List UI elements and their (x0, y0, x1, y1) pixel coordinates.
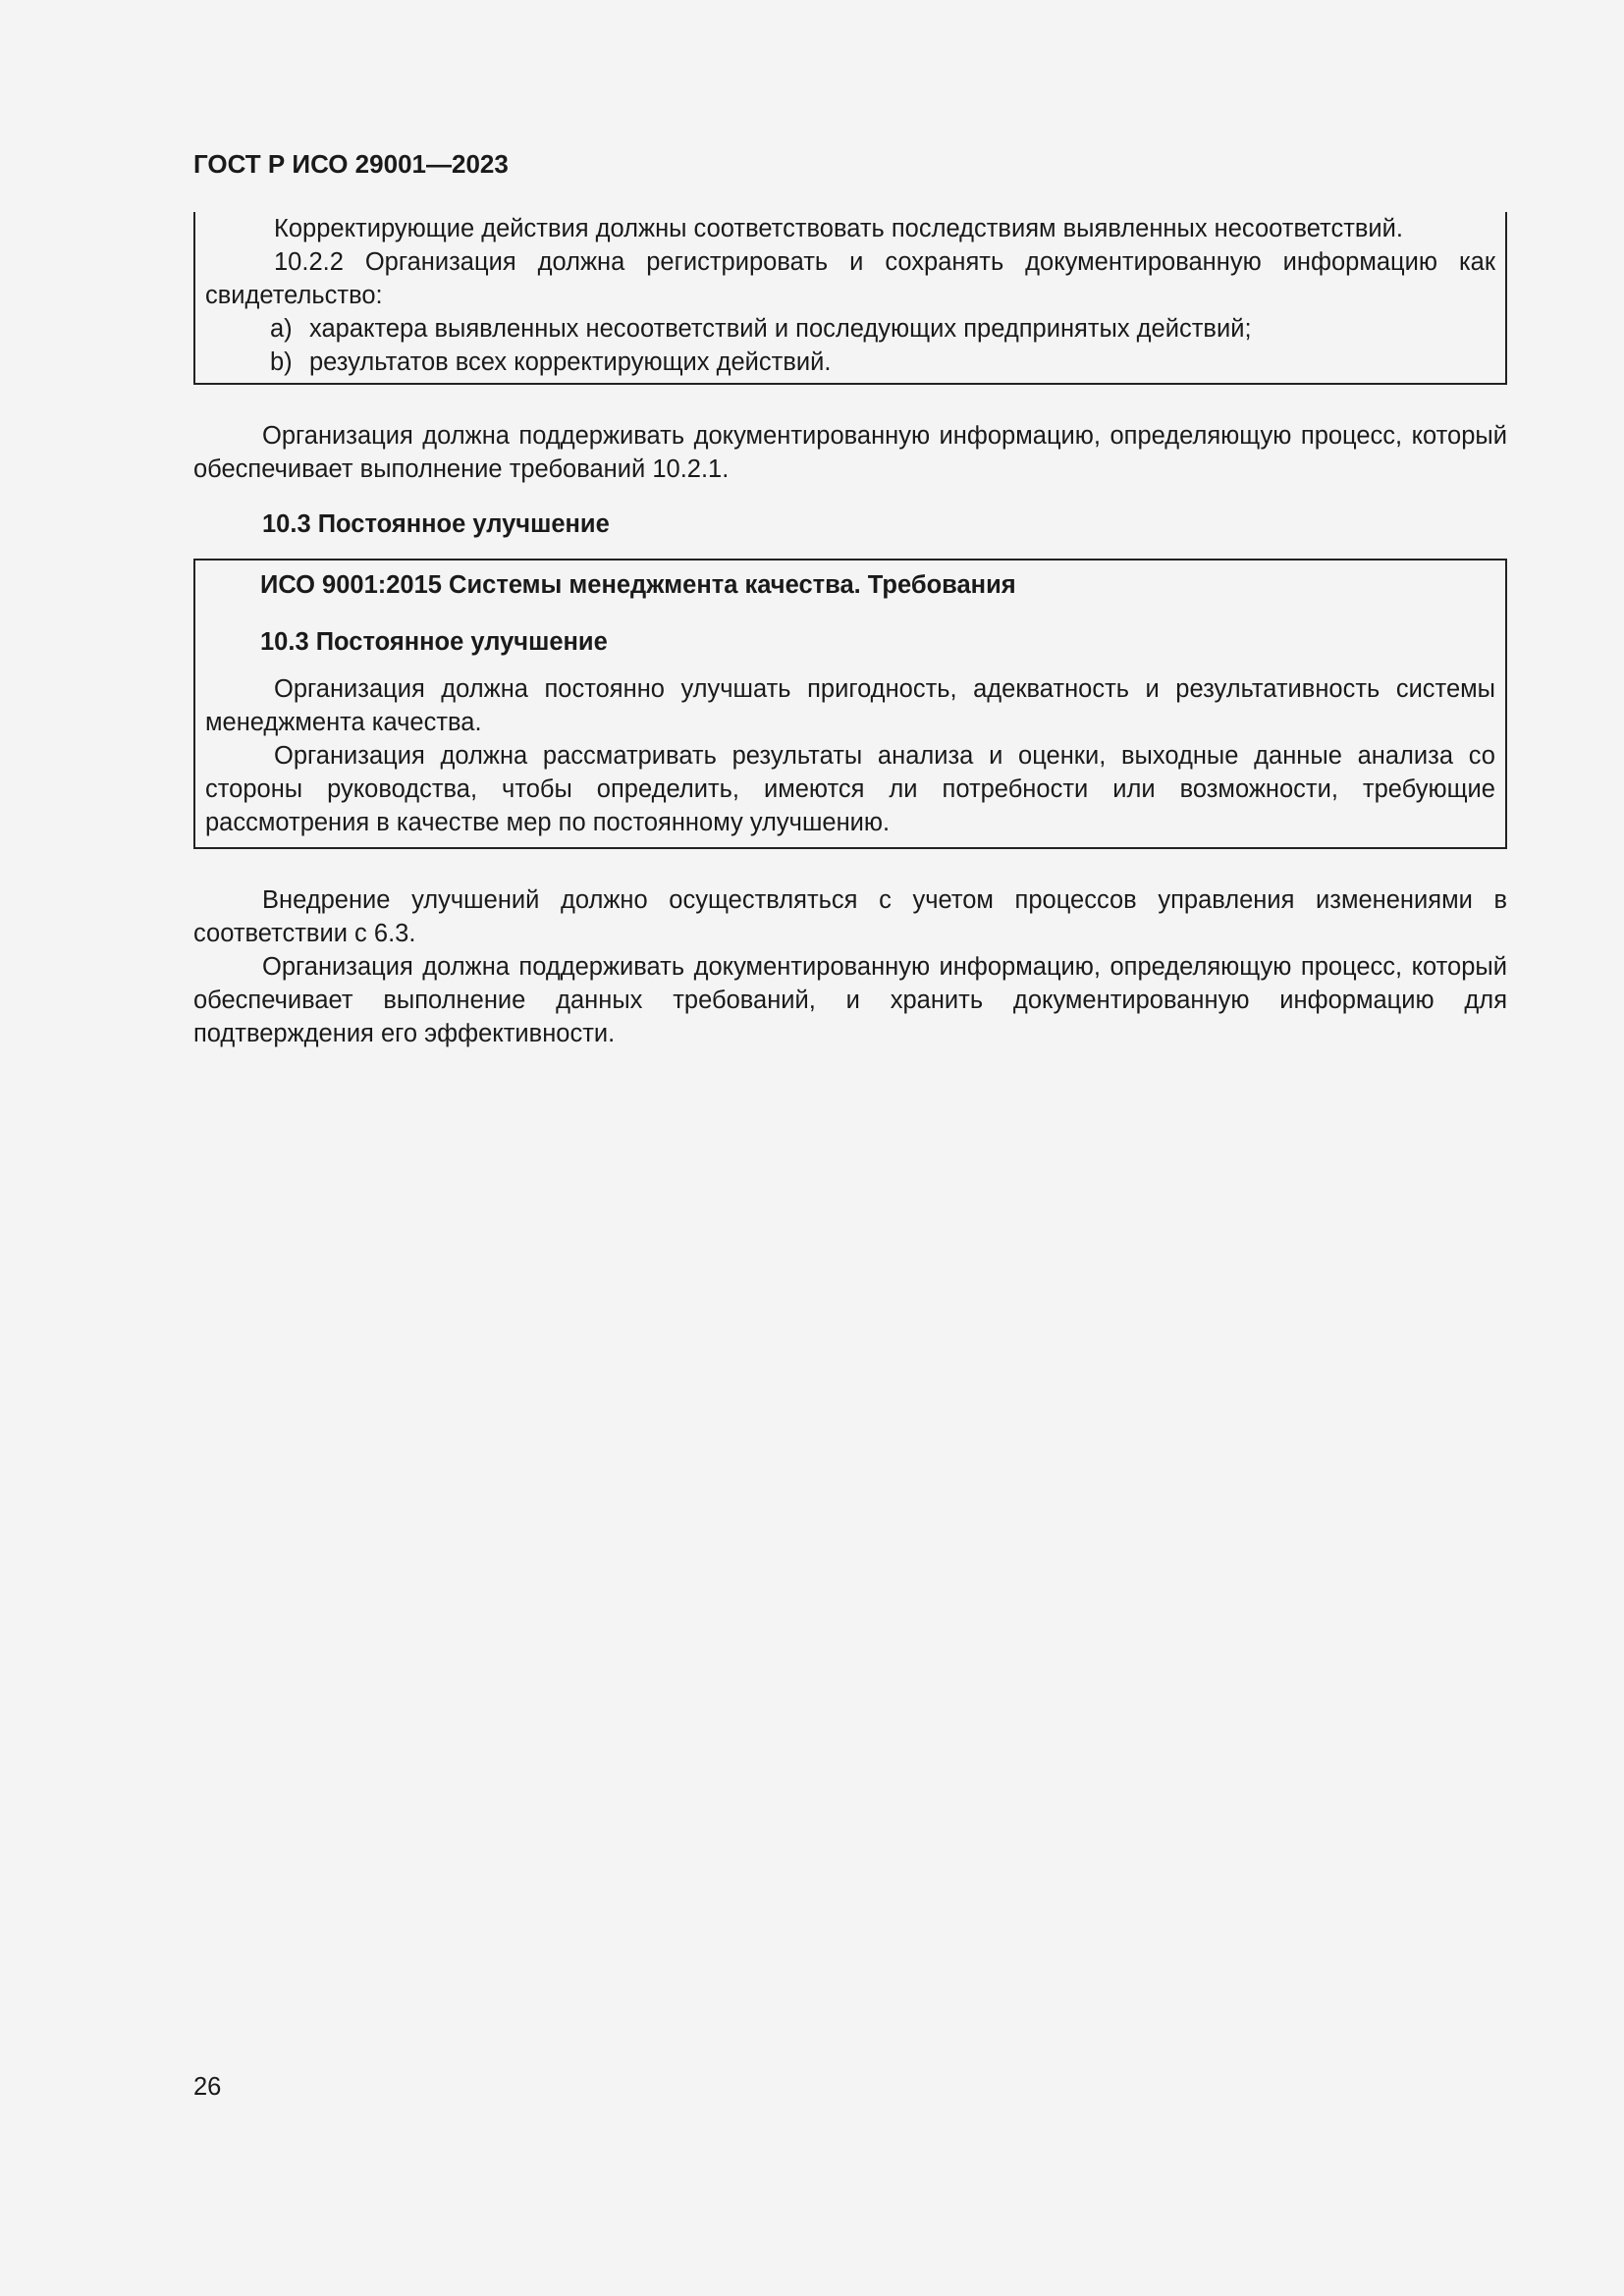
body-paragraph: Организация должна поддерживать документированную информацию, определяющую процесс, который обеспечивает выполнение данных требований, и хранить документированную информацию для подтверждения его эффективности. (193, 953, 1507, 1047)
box-paragraph: Организация должна рассматривать результаты анализа и оценки, выходные данные анализа со стороны руководства, чтобы определить, имеются ли потребности или возможности, требующие рассмотрения в качестве мер по постоянному улучшению. (205, 742, 1495, 836)
list-item-text: характера выявленных несоответствий и последующих предпринятых действий; (309, 315, 1252, 343)
section-title: 10.3 Постоянное улучшение (262, 510, 610, 538)
iso-box-subtitle: 10.3 Постоянное улучшение (260, 628, 608, 656)
page-number: 26 (193, 2073, 222, 2101)
iso-box-title: ИСО 9001:2015 Системы менеджмента качества. Требования (260, 571, 1016, 599)
body-section-1 (193, 419, 1507, 486)
iso-quote-box (193, 559, 1507, 849)
body-paragraph: Организация должна поддерживать документированную информацию, определяющую процесс, который обеспечивает выполнение требований 10.2.1. (193, 422, 1507, 483)
body-paragraph: Внедрение улучшений должно осуществляться с учетом процессов управления изменениями в соответствии с 6.3. (193, 886, 1507, 947)
list-item (205, 346, 1495, 379)
list-item-text: результатов всех корректирующих действий. (309, 348, 832, 376)
box-paragraph: Корректирующие действия должны соответствовать последствиям выявленных несоответствий. (274, 215, 1403, 242)
list-marker: a) (270, 315, 293, 343)
list-item (205, 312, 1495, 346)
body-section-2 (193, 883, 1507, 1050)
document-header: ГОСТ Р ИСО 29001—2023 (193, 149, 509, 179)
box-paragraph: 10.2.2 Организация должна регистрировать и сохранять документированную информацию как свидетельство: (205, 248, 1495, 309)
continued-quote-box (193, 212, 1507, 385)
list-marker: b) (270, 348, 293, 376)
box-paragraph: Организация должна постоянно улучшать пригодность, адекватность и результативность системы менеджмента качества. (205, 675, 1495, 736)
